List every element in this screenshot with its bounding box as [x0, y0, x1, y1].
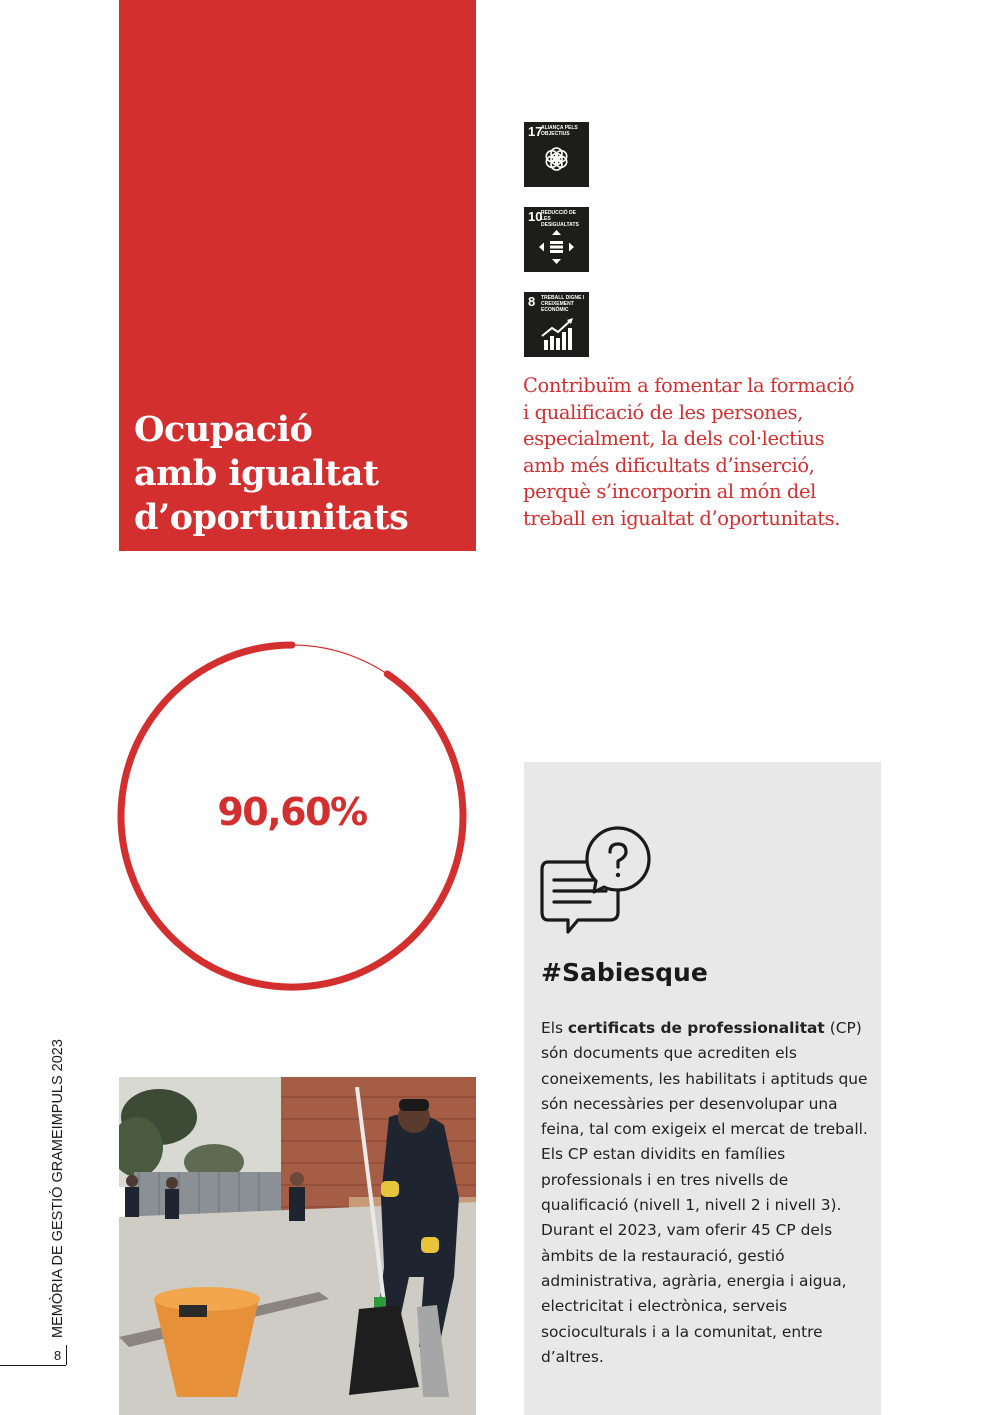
report-label: MEMÒRIA DE GESTIÓ GRAMEIMPULS 2023: [50, 1039, 66, 1338]
footer-rule: [0, 1365, 66, 1366]
body-text-rest: (CP) són documents que acrediten els coneixements, les habilitats i aptituds que són necessàries per desenvolupar una feina, tal com exigeix el mercat de treball. Els CP estan dividits en famílies professionals i en tres nivells de qualificació (nivell 1, nivell 2 i nivell 3). Durant el 2023, vam oferir 45 CP dels àmbits de la restauració, gestió administrativa, agrària, energia i aigua, electricitat i electrònica, serveis socioculturals i a la comunitat, entre d’altres.: [541, 1019, 868, 1366]
body-text-bold: certificats de professionalitat: [567, 1019, 825, 1037]
sdg-label: TREBALL DIGNE I CREIXEMENT ECONÒMIC: [541, 295, 585, 313]
gauge-value: 90,60%: [217, 790, 367, 834]
growth-chart-icon: [524, 292, 589, 357]
sabiesque-body: [541, 1016, 871, 1370]
sdg-badge-10: [524, 207, 589, 272]
title-line: amb igualtat: [134, 453, 379, 494]
sdg-label: ALIANÇA PELS OBJECTIUS: [541, 125, 578, 137]
title-line: Ocupació: [134, 409, 313, 450]
flower-icon: [524, 122, 589, 187]
sdg-badge-8: [524, 292, 589, 357]
sdg-label: REDUCCIÓ DE LES DESIGUALTATS: [541, 210, 579, 228]
body-text-start: Els: [541, 1019, 568, 1037]
sabiesque-heading: #Sabiesque: [541, 958, 708, 987]
sdg-number: 10: [528, 209, 543, 224]
sdg-number: 8: [528, 294, 536, 309]
footer-rule-vertical: [66, 1345, 67, 1365]
title-line: d’oportunitats: [134, 497, 409, 538]
page-number: 8: [54, 1348, 62, 1363]
intro-text: Contribuïm a fomentar la formació i qualificació de les persones, especialment, la dels col·lectius amb més dificultats d’inserció, perquè s’incorporin al món del treball en igualtat d’oportunitats.: [523, 374, 855, 530]
sdg-number: 17: [528, 124, 543, 139]
sdg-badge-17: [524, 122, 589, 187]
chat-question-icon: [538, 826, 653, 938]
workers-cleaning-photo: [119, 1077, 476, 1415]
page-title: [134, 408, 464, 540]
equality-arrows-icon: [524, 207, 589, 272]
